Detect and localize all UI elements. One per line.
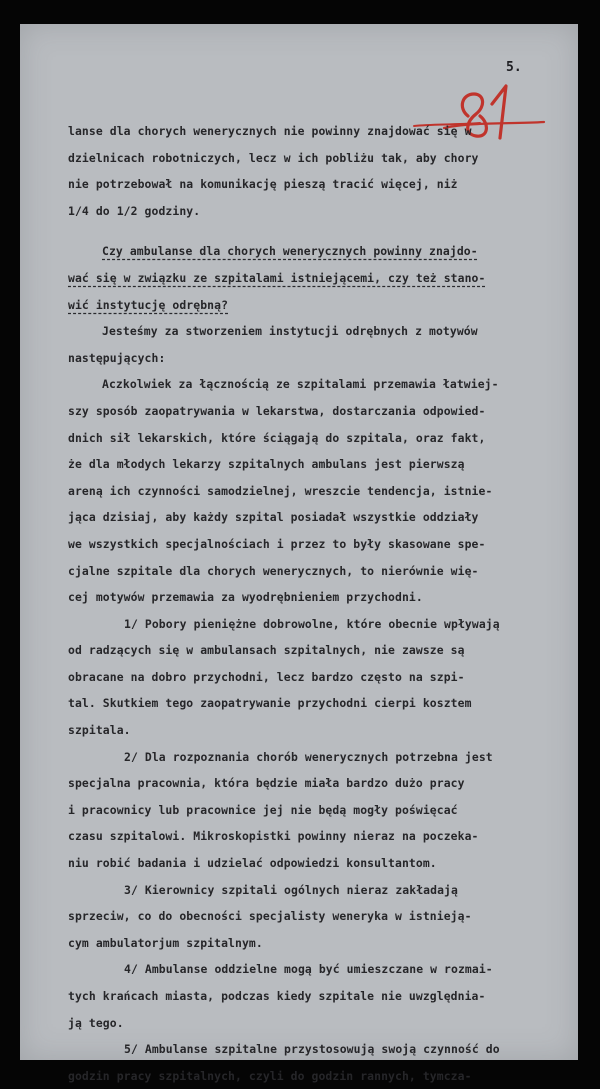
section-heading-line: wić instytucję odrębną? [68,297,229,312]
section-heading-line: wać się w związku ze szpitalami istniejącemi, czy też stano- [68,270,486,285]
text-line: Aczkolwiek za łącznością ze szpitalami przemawia łatwiej- [102,377,499,392]
text-line: Jesteśmy za stworzeniem instytucji odrębnych z motywów [102,324,478,339]
text-line: że dla młodych lekarzy szpitalnych ambulans jest pierwszą [68,457,465,472]
text-line: obracane na dobro przychodni, lecz bardzo często na szpi- [68,669,465,684]
document-page [20,24,578,1083]
text-line: nie potrzebował na komunikację pieszą tracić więcej, niż [68,177,458,192]
text-line: i pracownicy lub pracownice jej nie będą mogły poświęcać [68,802,458,817]
section-heading-line: Czy ambulanse dla chorych wenerycznych powinny znajdo- [102,244,478,259]
list-item-line: 2/ Dla rozpoznania chorób wenerycznych potrzebna jest [124,749,493,764]
text-line: jąca dzisiaj, aby każdy szpital posiadał wszystkie oddziały [68,510,479,525]
text-line: cym ambulatorjum szpitalnym. [68,935,263,950]
text-line: sprzeciw, co do obecności specjalisty weneryka w istnieją- [68,909,472,924]
document-body [68,118,568,1089]
text-line: dnich sił lekarskich, które ściągają do szpitala, oraz fakt, [68,430,486,445]
text-line: 1/4 do 1/2 godziny. [68,203,201,218]
text-line: szy sposób zaopatrywania w lekarstwa, dostarczania odpowied- [68,403,486,418]
list-item-line: 1/ Pobory pieniężne dobrowolne, które obecnie wpływają [124,616,500,631]
text-line: od radzących się w ambulansach szpitalnych, nie zawsze są [68,643,465,658]
text-line: tych krańcach miasta, podczas kiedy szpitale nie uwzględnia- [68,989,486,1003]
text-line: areną ich czynności samodzielnej, wreszcie tendencja, istnie- [68,483,493,498]
text-line: ją tego. [68,1015,124,1030]
text-line: następujących: [68,350,166,365]
page-number: 5. [506,60,522,75]
text-line: szpitala. [68,723,131,738]
text-line: godzin pracy szpitalnych, czyli do godzin rannych, tymcza- [68,1068,472,1083]
text-line: niu robić badania i udzielać odpowiedzi konsultantom. [68,856,437,871]
text-line: lanse dla chorych wenerycznych nie powinny znajdować się w [68,124,472,138]
list-item-line: 3/ Kierownicy szpitali ogólnych nieraz zakładają [124,882,458,897]
text-line: dzielnicach robotniczych, lecz w ich pobliżu tak, aby chory [68,150,479,165]
text-line: we wszystkich specjalnościach i przez to były skasowane spe- [68,536,486,551]
text-line: specjalna pracownia, która będzie miała bardzo dużo pracy [68,776,465,791]
list-item-line: 4/ Ambulanse oddzielne mogą być umieszczane w rozmai- [124,962,493,977]
text-line: cej motywów przemawia za wyodrębnieniem przychodni. [68,590,423,605]
text-line: cjalne szpitale dla chorych wenerycznych, to nierównie wię- [68,563,479,578]
text-line: tal. Skutkiem tego zaopatrywanie przychodni cierpi kosztem [68,696,472,711]
list-item-line: 5/ Ambulanse szpitalne przystosowują swoją czynność do [124,1042,500,1057]
text-line: czasu szpitalowi. Mikroskopistki powinny nieraz na poczeka- [68,829,479,844]
